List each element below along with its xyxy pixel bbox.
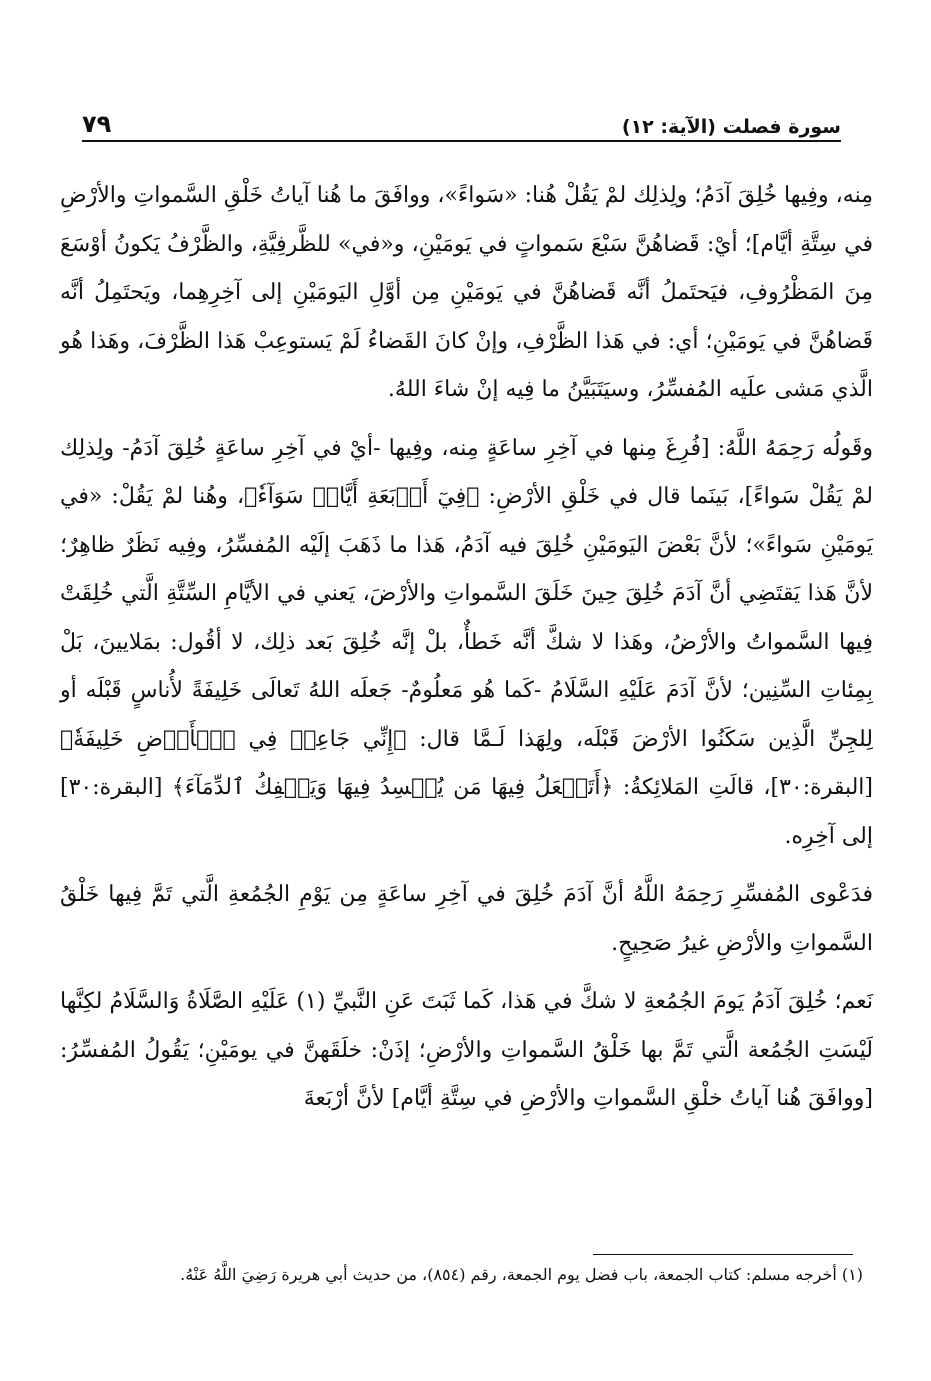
paragraph-2: وقَولُه رَحِمَهُ اللَّهُ: [فُرِغَ مِنها في آخِرِ ساعَةٍ مِنه، وفِيها -أيْ في آخِرِ ساعَةٍ خُلِقَ آدَمُ- ولِذلِك لمْ يَقُلْ سَواءً]، بَينَما قال في خَلْقِ الأرْضِ: ﴿فِيٓ أَرۡبَعَةِ أَيَّامٖ سَوَآءٗ﴾، وهُنا لمْ يَقُلْ: «في يَومَيْنِ سَواءً»؛ لأنَّ بَعْضَ اليَومَيْنِ خُلِقَ فيه آدَمُ، هَذا ما ذَهَبَ إلَيْه المُفسِّرُ، وفِيه نَظَرٌ ظاهِرٌ؛ لأنَّ هَذا يَقتَضِي أنَّ آدَمَ خُلِقَ حِينَ خَلَقَ السَّمواتِ والأرْضَ، يَعني في الأيَّامِ السِّتَّةِ الَّتي خُلِقَتْ فِيها السَّمواتُ والأرْضُ، وهَذا لا شكَّ أنَّه خَطأٌ، بلْ إنَّه خُلِقَ بَعد ذلِك، لا أقُول: بمَلايينَ، بَلْ بِمِئاتِ السِّنِين؛ لأنَّ آدَمَ عَلَيْهِ السَّلَامُ -كَما هُو مَعلُومٌ- جَعلَه اللهُ تَعالَى خَلِيفَةً لأُناسٍ قَبْلَه أو لِلجِنِّ الَّذِين سَكَنُوا الأرْضَ قَبْلَه، ولِهَذا لَـمَّا قال: ﴿إِنِّي جَاعِلٞ فِي ٱلۡأَرۡضِ خَلِيفَةٗ﴾ [البقرة:٣٠]، قالَتِ المَلائِكةُ: ﴿أَتَجۡعَلُ فِيهَا مَن يُفۡسِدُ فِيهَا وَيَسۡفِكُ ٱلدِّمَآءَ﴾ [البقرة:٣٠] إلى آخِرِه. — [60, 435, 873, 849]
paragraph-1: مِنه، وفِيها خُلِقَ آدَمُ؛ ولِذلِك لمْ يَقُلْ هُنا: «سَواءً»، ووافَقَ ما هُنا آياتُ خَلْقِ السَّمواتِ والأرْضِ في سِتَّةِ أيَّام]؛ أيْ: قَضاهُنَّ سَبْعَ سَمواتٍ في يَومَيْنِ، و«في» للظَّرفِيَّةِ، والظَّرْفُ يَكونُ أوْسَعَ مِنَ المَظْرُوفِ، فيَحتَملُ أنَّه قَضاهُنَّ في يَومَيْنِ مِن أوَّلِ اليَومَيْنِ إلى آخِرِهِما، ويَحتَمِلُ أنَّه قَضاهُنَّ في يَومَيْنِ؛ أي: في هَذا الظَّرْفِ، وإنْ كانَ القَضاءُ لَمْ يَستوعِبْ هَذا الظَّرْفَ، وهَذا هُو الَّذي مَشى علَيه المُفسِّرُ، وسيَتَبَيَّنُ ما فِيه إنْ شاءَ اللهُ. — [60, 183, 873, 402]
surah-title: سورة فصلت (الآية: ١٢) — [621, 116, 841, 138]
header-divider — [82, 140, 841, 142]
paragraph-4: نَعم؛ خُلِقَ آدَمُ يَومَ الجُمُعةِ لا شكَّ في هَذا، كَما ثَبَتَ عَنِ النَّبيِّ (١) عَلَيْهِ الصَّلَاةُ وَالسَّلَامُ لكِنَّها لَيْسَتِ الجُمُعة الَّتي تَمَّ بها خَلْقُ السَّمواتِ والأرْضِ؛ إذَنْ: خلَقَهنَّ في يومَيْنِ؛ يَقُولُ المُفسِّرُ: [ووافَقَ هُنا آياتُ خلْقِ السَّمواتِ والأرْضِ في سِتَّةِ أيَّام] لأنَّ أرْبَعةَ — [60, 989, 873, 1111]
page-body — [60, 172, 873, 1132]
footnote-divider — [593, 1254, 853, 1255]
paragraph-3: فدَعْوى المُفسِّرِ رَحِمَهُ اللَّهُ أنَّ آدَمَ خُلِقَ في آخِرِ ساعَةٍ مِن يَوْمِ الجُمُعةِ الَّتي تَمَّ فِيها خَلْقُ السَّمواتِ والأرْضِ غيرُ صَحِيحٍ. — [60, 882, 873, 956]
page-header — [82, 104, 841, 138]
page-number: ٧٩ — [82, 110, 112, 138]
footnote: (١) أخرجه مسلم: كتاب الجمعة، باب فضل يوم الجمعة، رقم (٨٥٤)، من حديث أبي هريرة رَضِيَ اللَّهُ عَنْهُ. — [180, 1265, 863, 1284]
